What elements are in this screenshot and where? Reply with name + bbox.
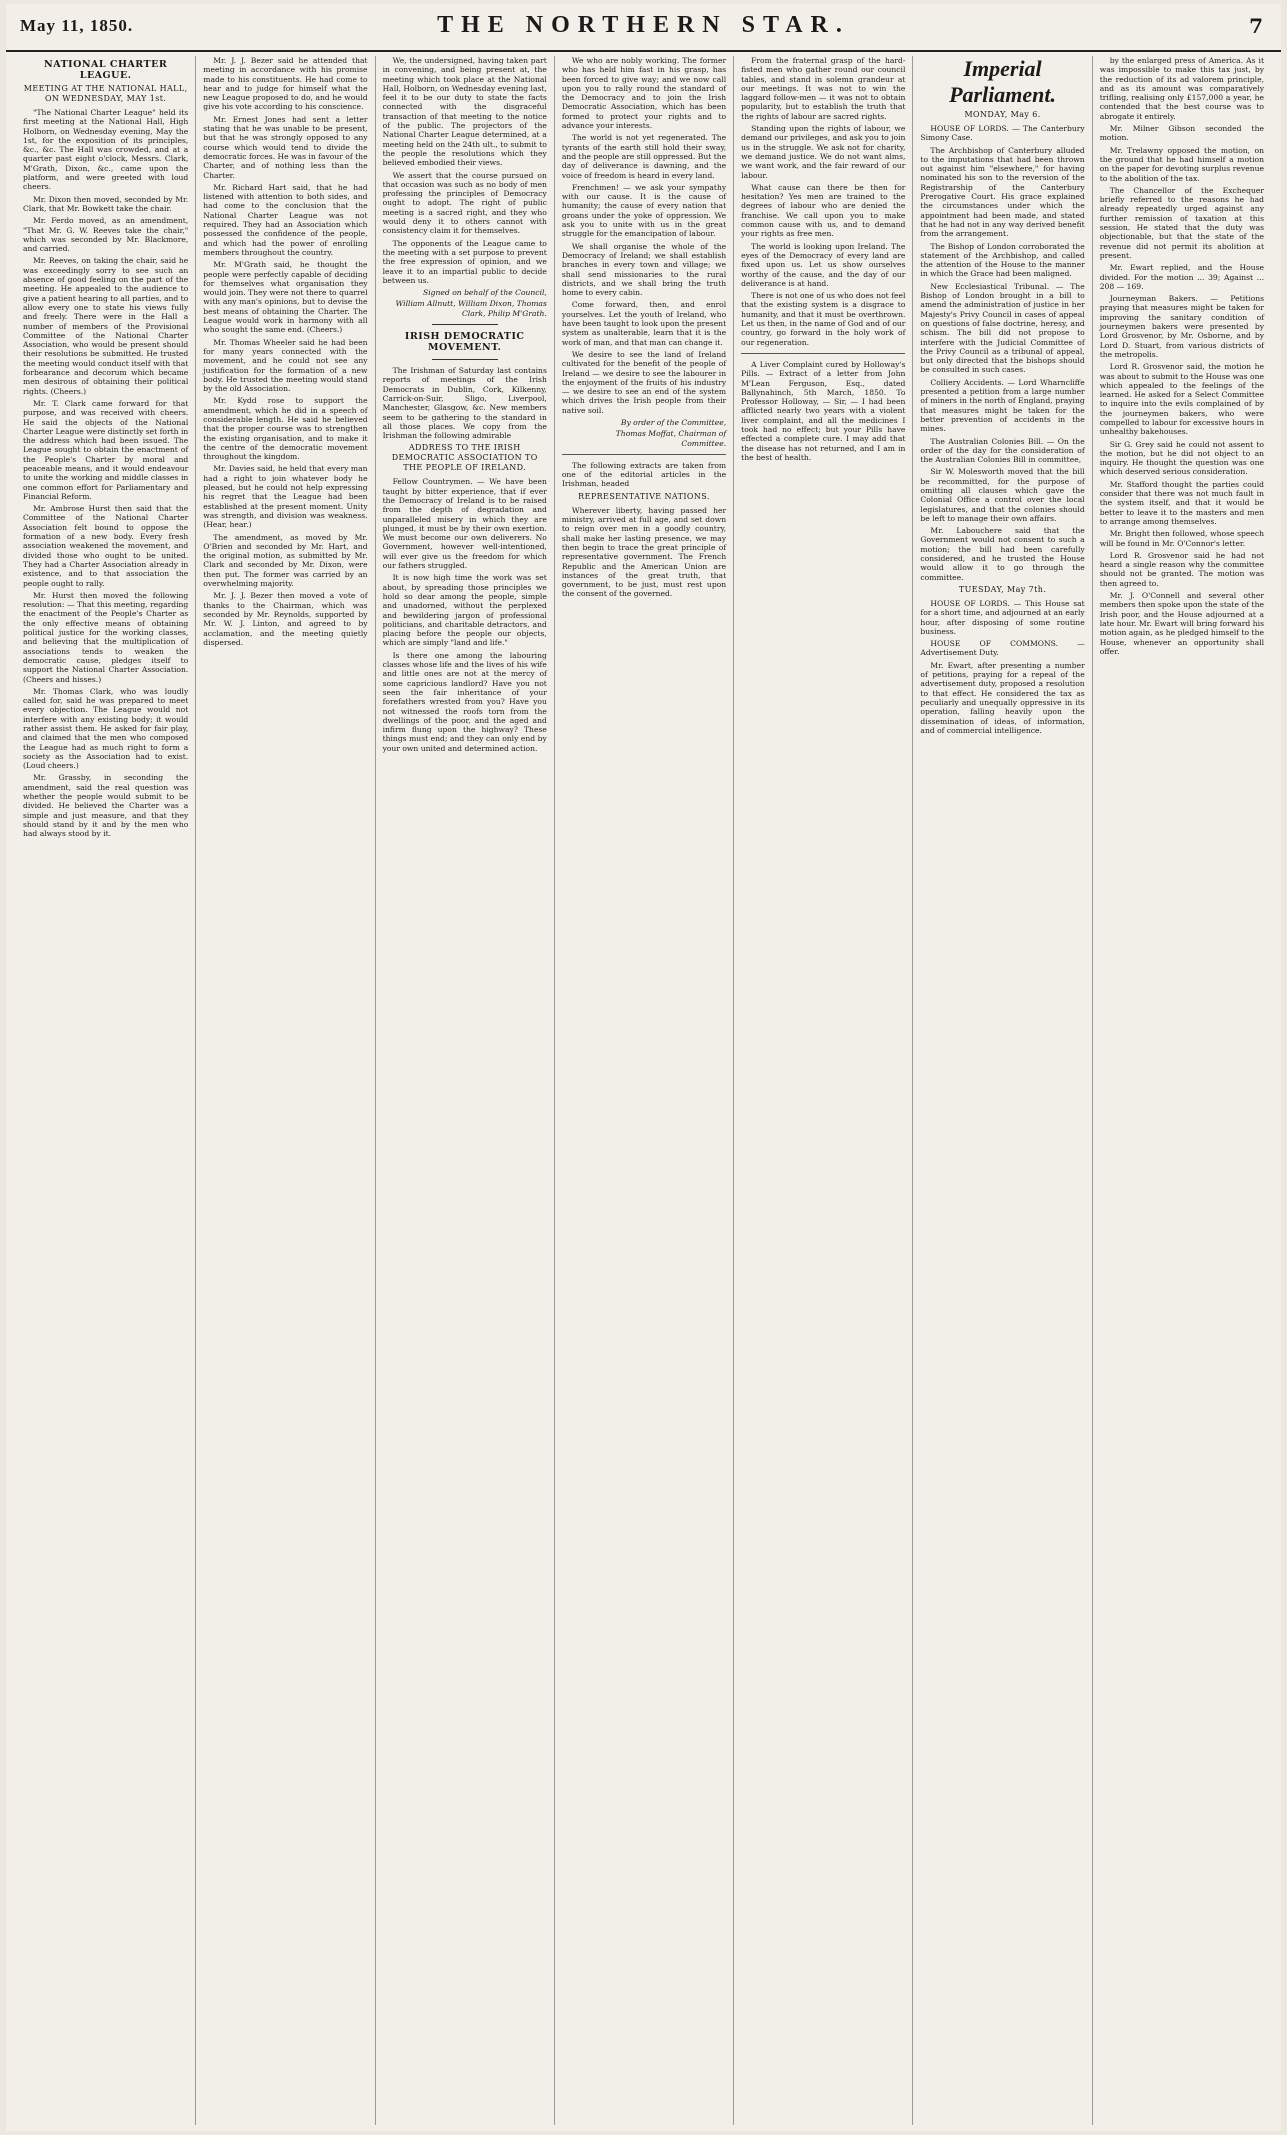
paragraph: Mr. Davies said, he held that every man had a right to join whatever body he pleased, but he could not help expressing his regret that the League had been established at the present moment. Unity was strength, and division was weakness. (Hear, hear.)	[203, 464, 368, 530]
paragraph: Wherever liberty, having passed her ministry, arrived at full age, and set down to reign over men in a goodly country, shall make her lasting presence, we may then begin to trace the great principle of representative government. The French Republic and the American Union are instances of the great truth, that government, to be just, must rest upon the consent of the governed.	[561, 505, 727, 599]
rule-divider	[432, 359, 498, 360]
advertisement: A Liver Complaint cured by Holloway's Pills. — Extract of a letter from John M'Lean Ferguson, Esq., dated Ballynahinch, 5th March, 1850. To Professor Holloway, — Sir, — I had been afflicted nearly two years with a violent liver complaint, and all the medicines I took had no effect; but your Pills have effected a complete cure. I may add that the disease has not returned, and I am in the best of health.	[741, 359, 906, 462]
article-heading: NATIONAL CHARTER LEAGUE.	[44, 59, 168, 81]
paragraph: Mr. Labouchere said that the Government would not consent to such a motion; the bill had been carefully considered, and he trusted the House would allow it to go through the committee.	[920, 526, 1085, 582]
paragraph: The world is looking upon Ireland. The eyes of the Democracy of every land are fixed upon us. Let us show ourselves worthy of the cause, and the day of our deliverance is at hand.	[741, 241, 906, 288]
article-heading: IRISH DEMOCRATIC MOVEMENT.	[404, 331, 525, 354]
paragraph: Mr. Trelawny opposed the motion, on the ground that he had himself a motion on the paper for devoting surplus revenue to the abolition of the tax.	[1099, 145, 1264, 183]
paragraph: Mr. J. J. Bezer said he attended that meeting in accordance with his promise made to his constituents. He had come to hear and to judge for himself what the new League proposed to do, and he would give his vote according to his conscience.	[203, 56, 368, 112]
house-heading: HOUSE OF COMMONS. — Advertisement Duty.	[920, 639, 1085, 658]
page-number: 7	[1249, 14, 1263, 38]
paragraph: Mr. Bright then followed, whose speech will be found in Mr. O'Connor's letter.	[1099, 529, 1264, 548]
paragraph: Mr. J. J. Bezer then moved a vote of thanks to the Chairman, which was seconded by Mr. Reynolds, supported by Mr. W. J. Linton, and agreed to by acclamation, and the meeting quietly dispersed.	[203, 591, 368, 647]
paragraph: Mr. Ernest Jones had sent a letter stating that he was unable to be present, but that he was strongly opposed to any course which would tend to divide the democratic forces. He was in favour of the Charter, and of nothing less than the Charter.	[203, 114, 368, 180]
section-title: Imperial Parliament.	[949, 56, 1057, 107]
section-divider	[741, 353, 905, 354]
columns	[16, 56, 1271, 2125]
paragraph: Mr. Ewart, after presenting a number of petitions, praying for a repeal of the advertisement duty, proposed a resolution to that effect. He considered the tax as peculiarly and unequally oppressive in its operation, falling heavily upon the dissemination of ideas, of information, and of commercial intelligence.	[920, 660, 1085, 735]
rule-divider	[432, 324, 498, 325]
column-3	[375, 56, 554, 2125]
paragraph: The Bishop of London corroborated the statement of the Archbishop, and called the attention of the House to the manner in which the Grace had been maligned.	[920, 241, 1085, 279]
paragraph: Is there one among the labouring classes whose life and the lives of his wife and little ones are not at the mercy of some capricious landlord? Have you not seen the fair inheritance of your forefathers wrested from you? Have you not witnessed the roofs torn from the dwellings of the poor, and the aged and infirm flung upon the highway? These things must end; and they can only end by your own united and determined action.	[382, 650, 547, 753]
paragraph: Mr. Kydd rose to support the amendment, which he did in a speech of considerable length. He said he believed that the proper course was to strengthen the existing organisation, and to make it the centre of the democratic movement throughout the kingdom.	[203, 396, 368, 462]
paragraph: Lord R. Grosvenor said, the motion he was about to submit to the House was one which appealed to the feelings of the learned. He asked for a Select Committee to inquire into the evils complained of by the journeymen bakers, who were compelled to labour for excessive hours in unhealthy bakehouses.	[1099, 362, 1264, 437]
paragraph: The amendment, as moved by Mr. O'Brien and seconded by Mr. Hart, and the original motion, as submitted by Mr. Clark and seconded by Mr. Dixon, were then put. The former was carried by an overwhelming majority.	[203, 532, 368, 589]
paragraph: New Ecclesiastical Tribunal. — The Bishop of London brought in a bill to amend the administration of justice in her Majesty's Privy Council in cases of appeal on questions of false doctrine, heresy, and schism. The bill did not propose to interfere with the Judicial Committee of the Privy Council as a tribunal of appeal, but only directed that the bishops should be consulted in such cases.	[920, 281, 1085, 375]
paragraph: What cause can there be then for hesitation? Yes men are trained to the degrees of labour who are denied the franchise. We call upon you to make common cause with us, and to demand your rights as free men.	[741, 182, 906, 239]
paragraph: Come forward, then, and enrol yourselves. Let the youth of Ireland, who have been taught to look upon the present system as unalterable, learn that it is the work of man, and that man can change it.	[561, 300, 727, 347]
paragraph: Mr. Grassby, in seconding the amendment, said the real question was whether the people would submit to be divided. He believed the Charter was a simple and just measure, and that they should stand by it and by the men who had always stood by it.	[23, 773, 189, 839]
paragraph: It is now high time the work was set about, by spreading those principles we hold so dear among the people, simple and unadorned, without the perplexed and bewildering jargon of professional politicians, and charitable detractors, and placing before the people our objects, which are simply "land and life."	[382, 573, 547, 648]
paragraph: Journeyman Bakers. — Petitions praying that measures might be taken for improving the sanitary condition of journeymen bakers were presented by Lord Grosvenor, by Mr. Osborne, and by Lord D. Stuart, from various districts of the metropolis.	[1099, 294, 1264, 359]
signatories: William Allnutt, William Dixon, Thomas Clark, Philip M'Grath.	[395, 299, 547, 318]
house-heading: HOUSE OF LORDS. — The Canterbury Simony Case.	[920, 124, 1085, 143]
paragraph: Mr. Ewart replied, and the House divided. For the motion ... 39; Against ... 208 — 169.	[1099, 263, 1264, 291]
issue-date: May 11, 1850.	[20, 16, 134, 35]
paragraph: We assert that the course pursued on that occasion was such as no body of men professing the principles of Democracy ought to adopt. The right of public meeting is a sacred right, and they who would deny it to others cannot with consistency claim it for themselves.	[382, 170, 547, 236]
paragraph: Mr. Hurst then moved the following resolution: — That this meeting, regarding the enactment of the People's Charter as the only effective means of obtaining political justice for the working classes, and believing that the multiplication of associations tends to weaken the democratic cause, pledges itself to support the National Charter Association. (Cheers and hisses.)	[23, 590, 189, 684]
paragraph: We, the undersigned, having taken part in convening, and being present at, the meeting which took place at the National Hall, Holborn, on Wednesday evening last, feel it to be our duty to state the facts connected with the disgraceful transaction of that meeting to the notice of the public. The projectors of the National Charter League determined, at a meeting held on the 24th ult., to submit to the people the resolutions which they believed embodied their views.	[382, 56, 547, 168]
paragraph: Mr. T. Clark came forward for that purpose, and was received with cheers. He said the objects of the National Charter League were distinctly set forth in the address which had been issued. The League sought to obtain the enactment of the People's Charter by moral and peaceable means, and it would endeavour to unite the working and middle classes in one common effort for Parliamentary and Financial Reform.	[23, 398, 189, 501]
column-2	[195, 56, 374, 2125]
paragraph: Mr. Thomas Clark, who was loudly called for, said he was prepared to meet every objection. The League would not interfere with any existing body; it would rather assist them. He asked for fair play, and claimed that the men who composed the League had as much right to form a society as the Association had to exist. (Loud cheers.)	[23, 686, 189, 771]
paragraph: From the fraternal grasp of the hard-fisted men who gather round our council tables, and stand in solemn grandeur at our meetings. It was not to win the laggard follow-men — it was not to obtain popularity, but to establish the truth that the rights of labour are sacred rights.	[741, 56, 906, 121]
paragraph: Fellow Countrymen. — We have been taught by bitter experience, that if ever the Democracy of Ireland is to be raised from the depth of degradation and unparalleled misery in which they are plunged, it must be by their own exertion. We must become our own deliverers. No Government, however well-intentioned, will ever give us the freedom for which our fathers struggled.	[382, 477, 547, 571]
section-divider	[562, 454, 726, 455]
signature-line: By order of the Committee,	[620, 417, 727, 427]
paragraph: The Archbishop of Canterbury alluded to the imputations that had been thrown out against him "elsewhere," for having nominated his son to the reversion of the Registrarship of the Canterbury Prerogative Court. His grace explained the circumstances under which the appointment had been made, and stated that he had not in any way derived benefit from the arrangement.	[920, 145, 1085, 239]
paragraph: We desire to see the land of Ireland cultivated for the benefit of the people of Ireland — we desire to see the labourer in the enjoyment of the fruits of his industry — we desire to see an end of the system which drives the Irish people from their native soil.	[561, 349, 727, 415]
paragraph: Lord R. Grosvenor said he had not heard a single reason why the committee should not be granted. The motion was then agreed to.	[1099, 550, 1264, 588]
paragraph: "The National Charter League" held its first meeting at the National Hall, High Holborn, on Wednesday evening, May the 1st, for the exposition of its principles, &c., &c. The Hall was crowded, and at a quarter past eight o'clock, Messrs. Clark, M'Grath, Dixon, &c., came upon the platform, and were greeted with loud cheers.	[23, 108, 189, 192]
article-subheading: MEETING AT THE NATIONAL HALL, ON WEDNESDAY, MAY 1st.	[23, 84, 188, 103]
paragraph: Standing upon the rights of labour, we demand our privileges, and ask you to join us in the struggle. We ask not for charity, we demand justice. We do not want alms, we want work, and the fair reward of our labour.	[741, 124, 906, 180]
paragraph: We who are nobly working. The former who has held him fast in his grasp, has been forced to give way; and we now call upon you to rally round the standard of the Democracy and to join the Irish Democratic Association, which has been formed to protect your rights and to advance your interests.	[561, 56, 727, 131]
paragraph: Mr. Ambrose Hurst then said that the Committee of the National Charter Association felt bound to oppose the formation of a new body. Every fresh association weakened the movement, and divided those who ought to be united. They had a Charter Association already in existence, and to that association the people ought to rally.	[23, 504, 189, 588]
paragraph: The Australian Colonies Bill. — On the order of the day for the consideration of the Australian Colonies Bill in committee,	[920, 436, 1085, 465]
newspaper-page	[6, 4, 1281, 2131]
address-heading: ADDRESS TO THE IRISH DEMOCRATIC ASSOCIATION TO THE PEOPLE OF IRELAND.	[391, 443, 538, 473]
column-4	[554, 56, 733, 2125]
paragraph: by the enlarged press of America. As it was impossible to make this tax just, by the reduction of its ad valorem principle, and as its amount was comparatively trifling, realising only £157,000 a year, he contended that the best course was to abrogate it entirely.	[1099, 56, 1264, 121]
paragraph: There is not one of us who does not feel that the existing system is a disgrace to humanity, and that it must be overthrown. Let us then, in the name of God and of our country, go forward in the holy work of our regeneration.	[741, 291, 906, 347]
column-7	[1092, 56, 1271, 2125]
paragraph: Frenchmen! — we ask your sympathy with our cause. It is the cause of humanity; the cause of every nation that groans under the yoke of oppression. We ask you to unite with us in the great struggle for the emancipation of labour.	[561, 182, 727, 239]
paragraph: Colliery Accidents. — Lord Wharncliffe presented a petition from a large number of miners in the north of England, praying that measures might be taken for the better prevention of accidents in the mines.	[920, 377, 1085, 434]
sitting-date: MONDAY, May 6.	[964, 110, 1041, 119]
paragraph: The Irishman of Saturday last contains reports of meetings of the Irish Democrats in Dublin, Cork, Kilkenny, Carrick-on-Suir, Sligo, Liverpool, Manchester, Glasgow, &c. New members seem to be gathering to the standard in all those places. We copy from the Irishman the following admirable	[382, 366, 547, 441]
paragraph: Mr. Richard Hart said, that he had listened with attention to both sides, and had come to the conclusion that the National Charter League was not required. They had an Association which possessed the confidence of the people, and which had the power of enrolling members throughout the country.	[203, 182, 368, 257]
paragraph: Mr. Stafford thought the parties could consider that there was not much fault in the system itself, and that it would be better to leave it to the masters and men to arrange among themselves.	[1099, 479, 1264, 526]
column-5	[733, 56, 912, 2125]
column-1	[16, 56, 195, 2125]
sitting-date: TUESDAY, May 7th.	[958, 584, 1047, 594]
paragraph: Mr. Thomas Wheeler said he had been for many years connected with the movement, and he could not see any justification for the formation of a new body. He trusted the meeting would stand by the old Association.	[203, 337, 368, 394]
paragraph: The Chancellor of the Exchequer briefly referred to the reasons he had already repeatedly urged against any further remission of taxation at this session. He stated that the duty was objectionable, but that the state of the revenue did not permit its abolition at present.	[1099, 185, 1264, 260]
newspaper-title: THE NORTHERN STAR.	[437, 12, 850, 38]
column-6	[912, 56, 1091, 2125]
paragraph: Sir W. Molesworth moved that the bill be recommitted, for the purpose of omitting all clauses which gave the Colonial Office a control over the local legislatures, and that the colonies should be left to manage their own affairs.	[920, 467, 1085, 523]
signatory: Thomas Moffat, Chairman of Committee.	[615, 429, 727, 448]
paragraph: The opponents of the League came to the meeting with a set purpose to prevent the free expression of opinion, and we leave it to an impartial public to decide between us.	[382, 238, 547, 285]
paragraph: We shall organise the whole of the Democracy of Ireland; we shall establish branches in every town and village; we shall send missionaries to the rural districts, and we shall bring the truth home to every cabin.	[561, 241, 727, 298]
paragraph: Mr. Milner Gibson seconded the motion.	[1099, 124, 1264, 143]
masthead	[6, 4, 1281, 52]
section-heading: REPRESENTATIVE NATIONS.	[578, 491, 710, 501]
signature-line: Signed on behalf of the Council,	[423, 288, 547, 298]
paragraph: The world is not yet regenerated. The tyrants of the earth still hold their sway, and the people are still oppressed. But the day of deliverance is dawning, and the voice of freedom is heard in every land.	[561, 133, 727, 180]
paragraph: The following extracts are taken from one of the editorial articles in the Irishman, headed	[561, 460, 727, 489]
paragraph: Mr. J. O'Connell and several other members then spoke upon the state of the Irish poor, and the House adjourned at a late hour. Mr. Ewart will bring forward his motion again, as he pledged himself to the House, whenever an opportunity shall offer.	[1099, 591, 1264, 656]
paragraph: Mr. Dixon then moved, seconded by Mr. Clark, that Mr. Bowkett take the chair.	[23, 194, 189, 213]
paragraph: Sir G. Grey said he could not assent to the motion, but he did not object to an inquiry. He thought the question was one which deserved serious consideration.	[1099, 439, 1264, 477]
paragraph: Mr. Reeves, on taking the chair, said he was exceedingly sorry to see such an absence of good feeling on the part of the meeting. He appealed to the audience to give a patient hearing to all parties, and to allow every one to state his views fully and freely. There were in the Hall a number of members of the Provisional Committee of the National Charter Association, who would be present should their resolutions be submitted. He trusted the meeting would conduct itself with that forbearance and decorum which became men desirous of obtaining their political rights. (Cheers.)	[23, 256, 189, 396]
paragraph: Mr. M'Grath said, he thought the people were perfectly capable of deciding for themselves what organisation they would join. They were not there to quarrel with any man's opinions, but to devise the best means of obtaining the Charter. The League would work in harmony with all who sought the same end. (Cheers.)	[203, 260, 368, 335]
house-heading: HOUSE OF LORDS. — This House sat for a short time, and adjourned at an early hour, after disposing of some routine business.	[920, 598, 1085, 636]
paragraph: Mr. Ferdo moved, as an amendment, "That Mr. G. W. Reeves take the chair," which was seconded by Mr. Blackmore, and carried.	[23, 216, 189, 254]
